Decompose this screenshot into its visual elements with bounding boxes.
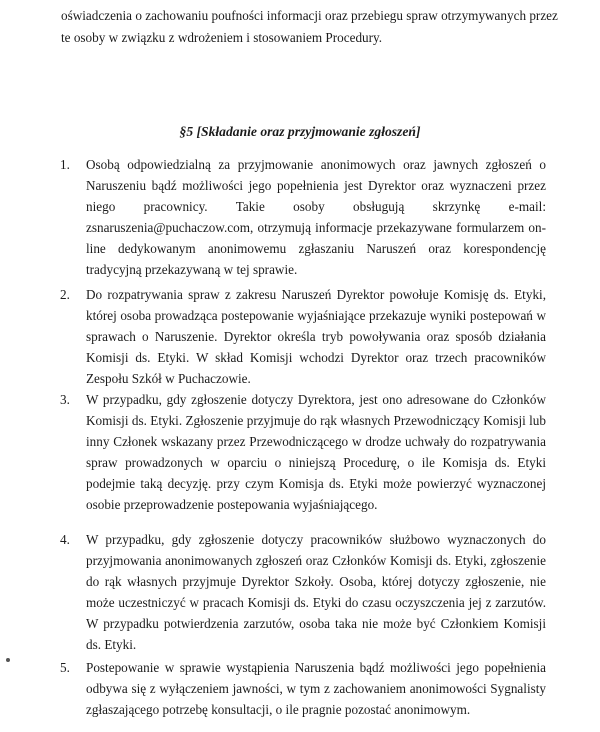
list-item bbox=[60, 389, 546, 515]
list-item bbox=[60, 657, 546, 720]
list-item-text: W przypadku, gdy zgłoszenie dotyczy pracowników służbowo wyznaczonych do przyjmowania anonimowanych zgłoszeń oraz Członków Komisji ds. Etyki, zgłoszenie do rąk własnych przyjmuje Dyrektor Szkoły. Osoba, której dotyczy zgłoszenie, nie może uczestniczyć w pracach Komisji ds. Etyki do czasu oczyszczenia jej z zarzutów. W przypadku potwierdzenia zarzutów, osoba taka nie może być Członkiem Komisji ds. Etyki. bbox=[86, 532, 546, 652]
intro-line-1: oświadczenia o zachowaniu poufności informacji oraz przebiegu spraw otrzymywanych przez bbox=[61, 8, 558, 23]
intro-paragraph bbox=[61, 5, 561, 49]
intro-line-2: te osoby w związku z wdrożeniem i stosowaniem Procedury. bbox=[61, 30, 383, 45]
list-item-number: 5. bbox=[60, 660, 70, 675]
list-item-text: Postepowanie w sprawie wystąpienia Naruszenia bądź możliwości jego popełnienia odbywa się z wyłączeniem jawności, w tym z zachowaniem anonimowości Sygnalisty zgłaszającego potrzebę konsultacji, o ile pragnie pozostać anonimowym. bbox=[86, 660, 546, 717]
list-item-text: W przypadku, gdy zgłoszenie dotyczy Dyrektora, jest ono adresowane do Członków Komisji ds. Etyki. Zgłoszenie przyjmuje do rąk własnych Przewodniczący Komisji lub inny Członek wskazany przez Przewodniczącego w drodze uchwały do rozpatrywania spraw prowadzonych w oparciu o niniejszą Procedurę, o ile Komisja ds. Etyki podejmie taką decyzję. przy czym Komisja ds. Etyki może powierzyć wyznaczonej osobie przeprowadzenie postepowania wyjaśniającego. bbox=[86, 392, 546, 512]
section-title: §5 [Składanie oraz przyjmowanie zgłoszeń] bbox=[179, 124, 421, 139]
list-item-number: 4. bbox=[60, 532, 70, 547]
list-item-number: 2. bbox=[60, 287, 70, 302]
list-item bbox=[60, 154, 546, 280]
list-item-text: Do rozpatrywania spraw z zakresu Naruszeń Dyrektor powołuje Komisję ds. Etyki, której osoba prowadząca postepowanie wyjaśniające przekazuje wyniki postepowań w sprawach o Naruszenie. Dyrektor określa tryb powoływania oraz sposób działania Komisji ds. Etyki. W skład Komisji wchodzi Dyrektor oraz trzech pracowników Zespołu Szkół w Puchaczowie. bbox=[86, 287, 546, 386]
list-item-number: 3. bbox=[60, 392, 70, 407]
list-item-text: Osobą odpowiedzialną za przyjmowanie anonimowych oraz jawnych zgłoszeń o Naruszeniu bądź możliwości jego popełnienia jest Dyrektor oraz wyznaczeni przez niego pracownicy. Takie osoby obsługują skrzynkę e-mail: zsnaruszenia@puchaczow.com, otrzymują informacje przekazywane formularzem on-line dedykowanym anonimowemu zgłaszaniu Naruszeń oraz korespondencję tradycyjną przekazywaną w tej sprawie. bbox=[86, 157, 546, 277]
list-item bbox=[60, 529, 546, 655]
list-item bbox=[60, 284, 546, 389]
margin-dot bbox=[6, 658, 10, 662]
list-item-number: 1. bbox=[60, 157, 70, 172]
